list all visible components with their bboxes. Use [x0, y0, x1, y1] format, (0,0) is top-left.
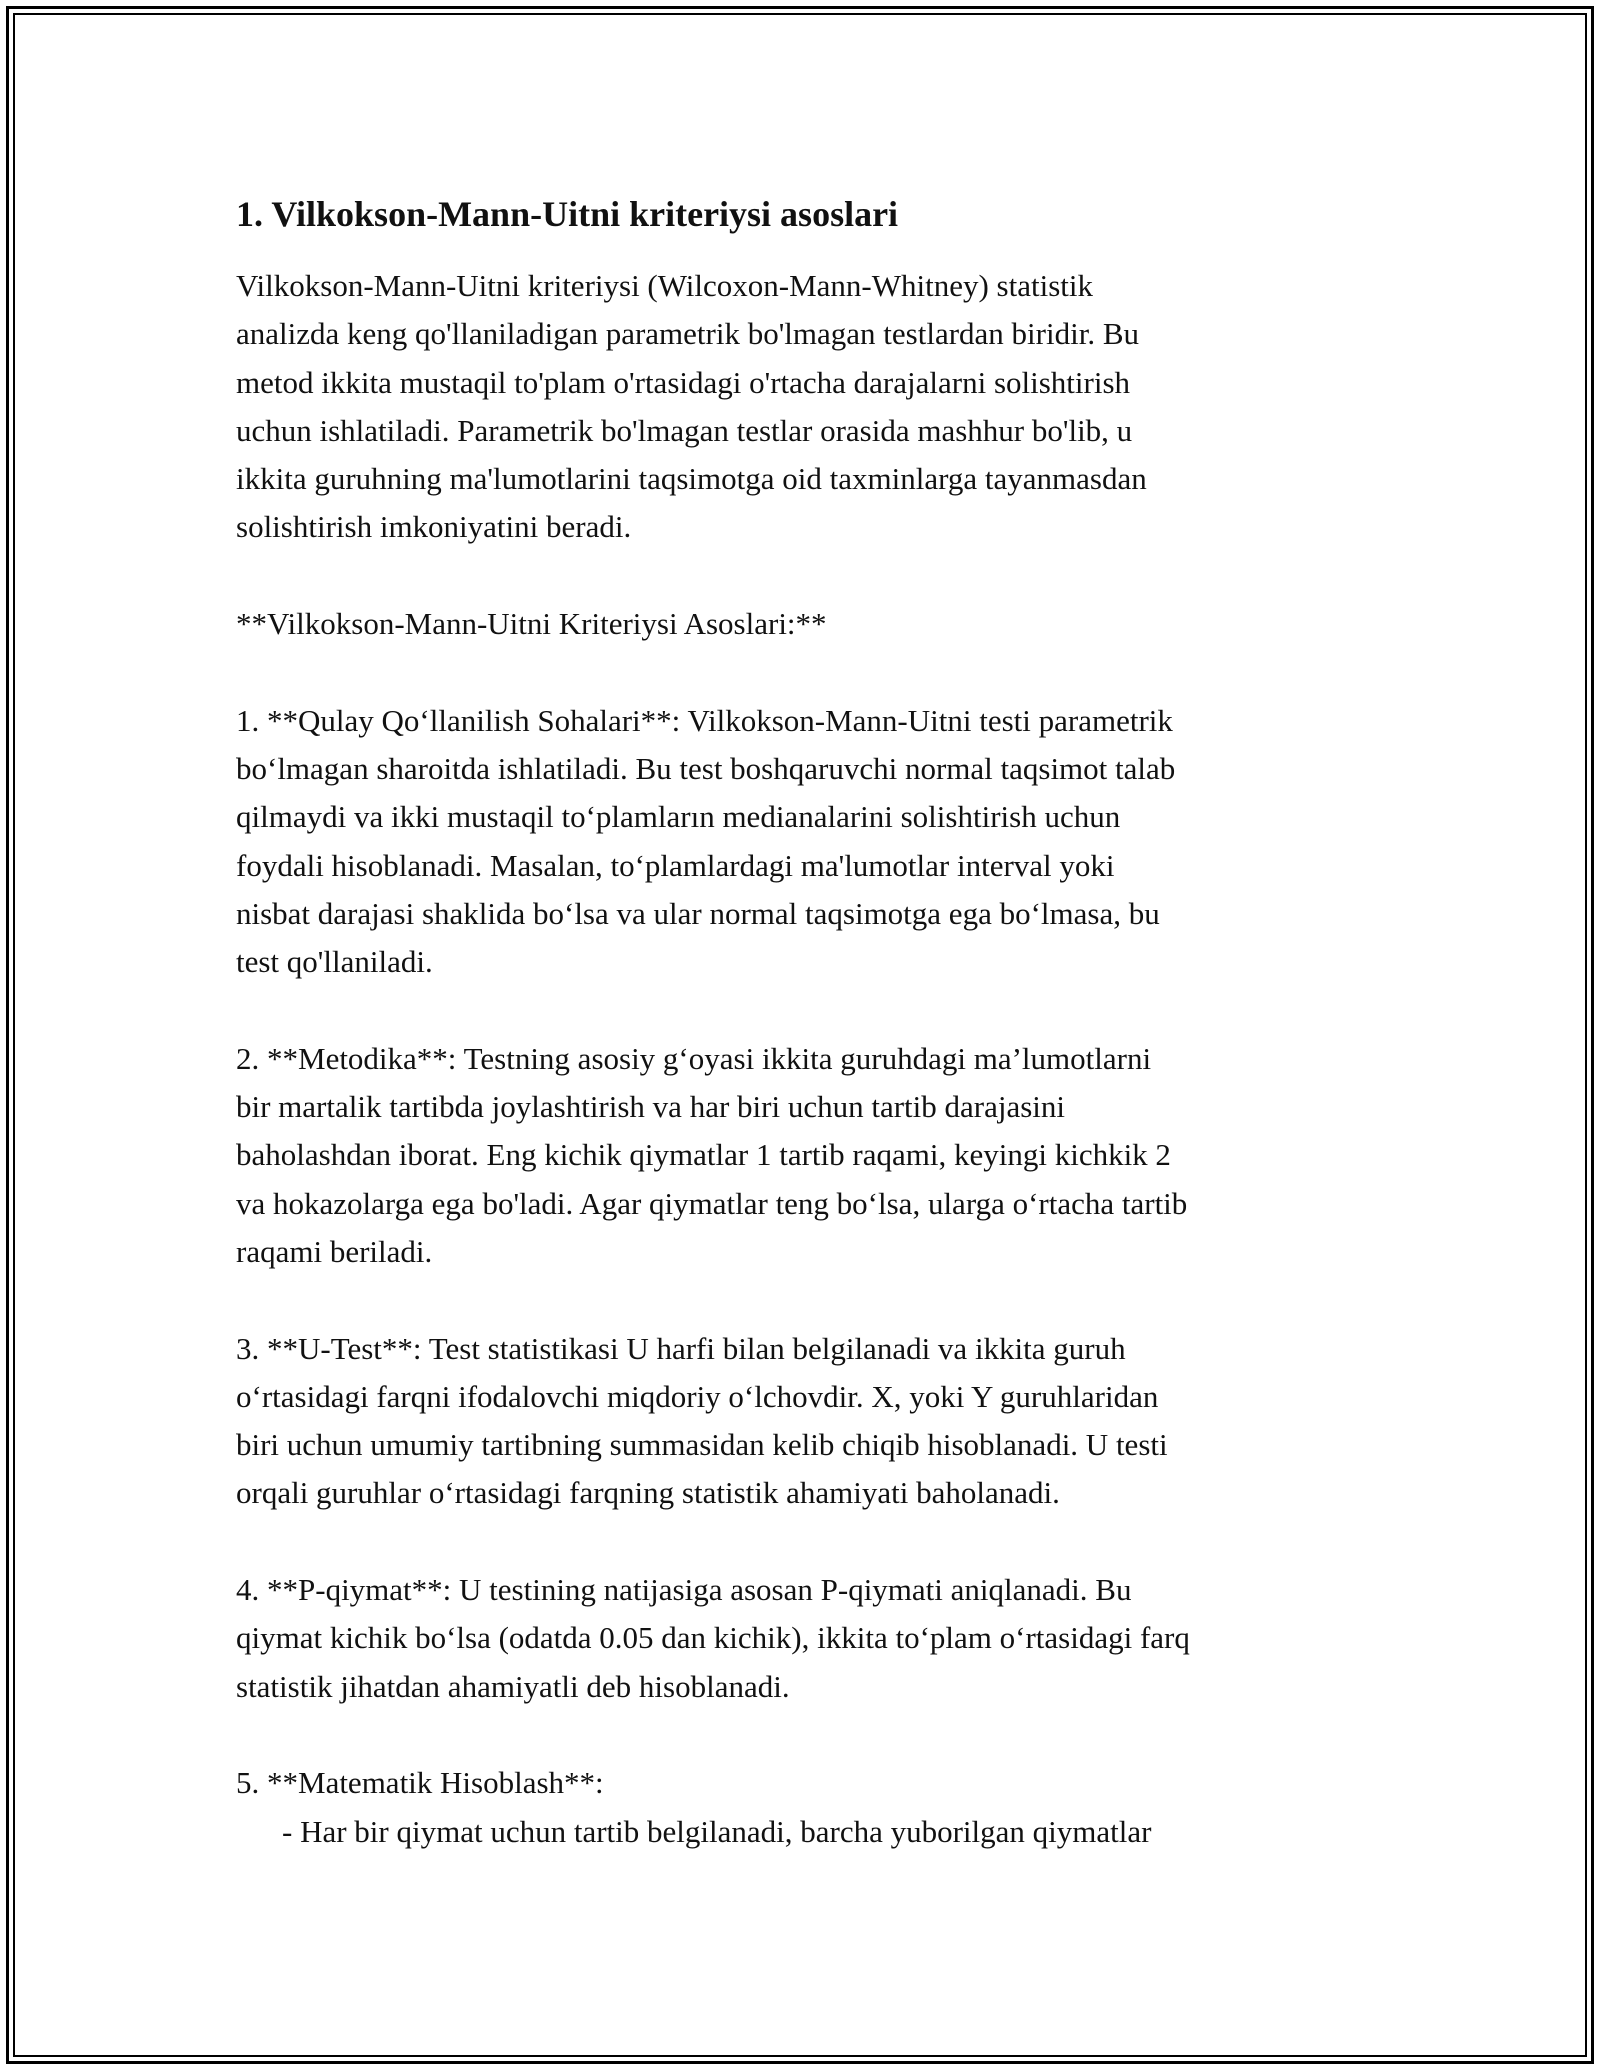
subheading-paragraph: **Vilkokson-Mann-Uitni Kriteriysi Asoslari:**: [236, 606, 827, 642]
paragraph-gap: [236, 648, 1386, 696]
list-item-2: 2. **Metodika**: Testning asosiy g‘oyasi ikkita guruhdagi ma’lumotlarni bir martalik tartibda joylashtirish va har biri uchun tartib darajasini baholashdan iborat. Eng kichik qiymatlar 1 tartib raqami, keyingi kichkik 2 va hokazolarga ega bo'ladi. Agar qiymatlar teng bo‘lsa, ularga o‘rtacha tartib raqami beriladi.: [236, 1040, 1188, 1269]
list-item-4: 4. **P-qiymat**: U testining natijasiga asosan P-qiymati aniqlanadi. Bu qiymat kichik bo‘lsa (odatda 0.05 dan kichik), ikkita to‘plam o‘rtasidagi farq statistik jihatdan ahamiyatli deb hisoblanadi.: [236, 1572, 1190, 1704]
paragraph-gap: [236, 1518, 1386, 1566]
list-item-5: 5. **Matematik Hisoblash**:: [236, 1765, 604, 1801]
sub-bullet: - Har bir qiymat uchun tartib belgilanadi, barcha yuborilgan qiymatlar: [282, 1813, 1152, 1849]
list-item-3: 3. **U-Test**: Test statistikasi U harfi bilan belgilanadi va ikkita guruh o‘rtasidagi farqni ifodalovchi miqdoriy o‘lchovdir. X, yoki Y guruhlaridan biri uchun umumiy tartibning summasidan kelib chiqib hisoblanadi. U testi orqali guruhlar o‘rtasidagi farqning statistik ahamiyati baholanadi.: [236, 1330, 1168, 1511]
paragraph-gap: [236, 1711, 1386, 1759]
document-body: [236, 186, 1386, 1856]
paragraph-gap: [236, 552, 1386, 600]
section-heading: 1. Vilkokson-Mann-Uitni kriteriysi asoslari: [236, 194, 899, 234]
paragraph-gap: [236, 1276, 1386, 1324]
paragraph-gap: [236, 986, 1386, 1034]
intro-paragraph: Vilkokson-Mann-Uitni kriteriysi (Wilcoxon-Mann-Whitney) statistik analizda keng qo'llaniladigan parametrik bo'lmagan testlardan biridir. Bu metod ikkita mustaqil to'plam o'rtasidagi o'rtacha darajalarni solishtirish uchun ishlatiladi. Parametrik bo'lmagan testlar orasida mashhur bo'lib, u ikkita guruhning ma'lumotlarini taqsimotga oid taxminlarga tayanmasdan solishtirish imkoniyatini beradi.: [236, 268, 1147, 545]
list-item-1: 1. **Qulay Qo‘llanilish Sohalari**: Vilkokson-Mann-Uitni testi parametrik bo‘lmagan sharoitda ishlatiladi. Bu test boshqaruvchi normal taqsimot talab qilmaydi va ikki mustaqil to‘plamların medianalarini solishtirish uchun foydali hisoblanadi. Masalan, to‘plamlardagi ma'lumotlar interval yoki nisbat darajasi shaklida bo‘lsa va ular normal taqsimotga ega bo‘lmasa, bu test qo'llaniladi.: [236, 702, 1176, 980]
